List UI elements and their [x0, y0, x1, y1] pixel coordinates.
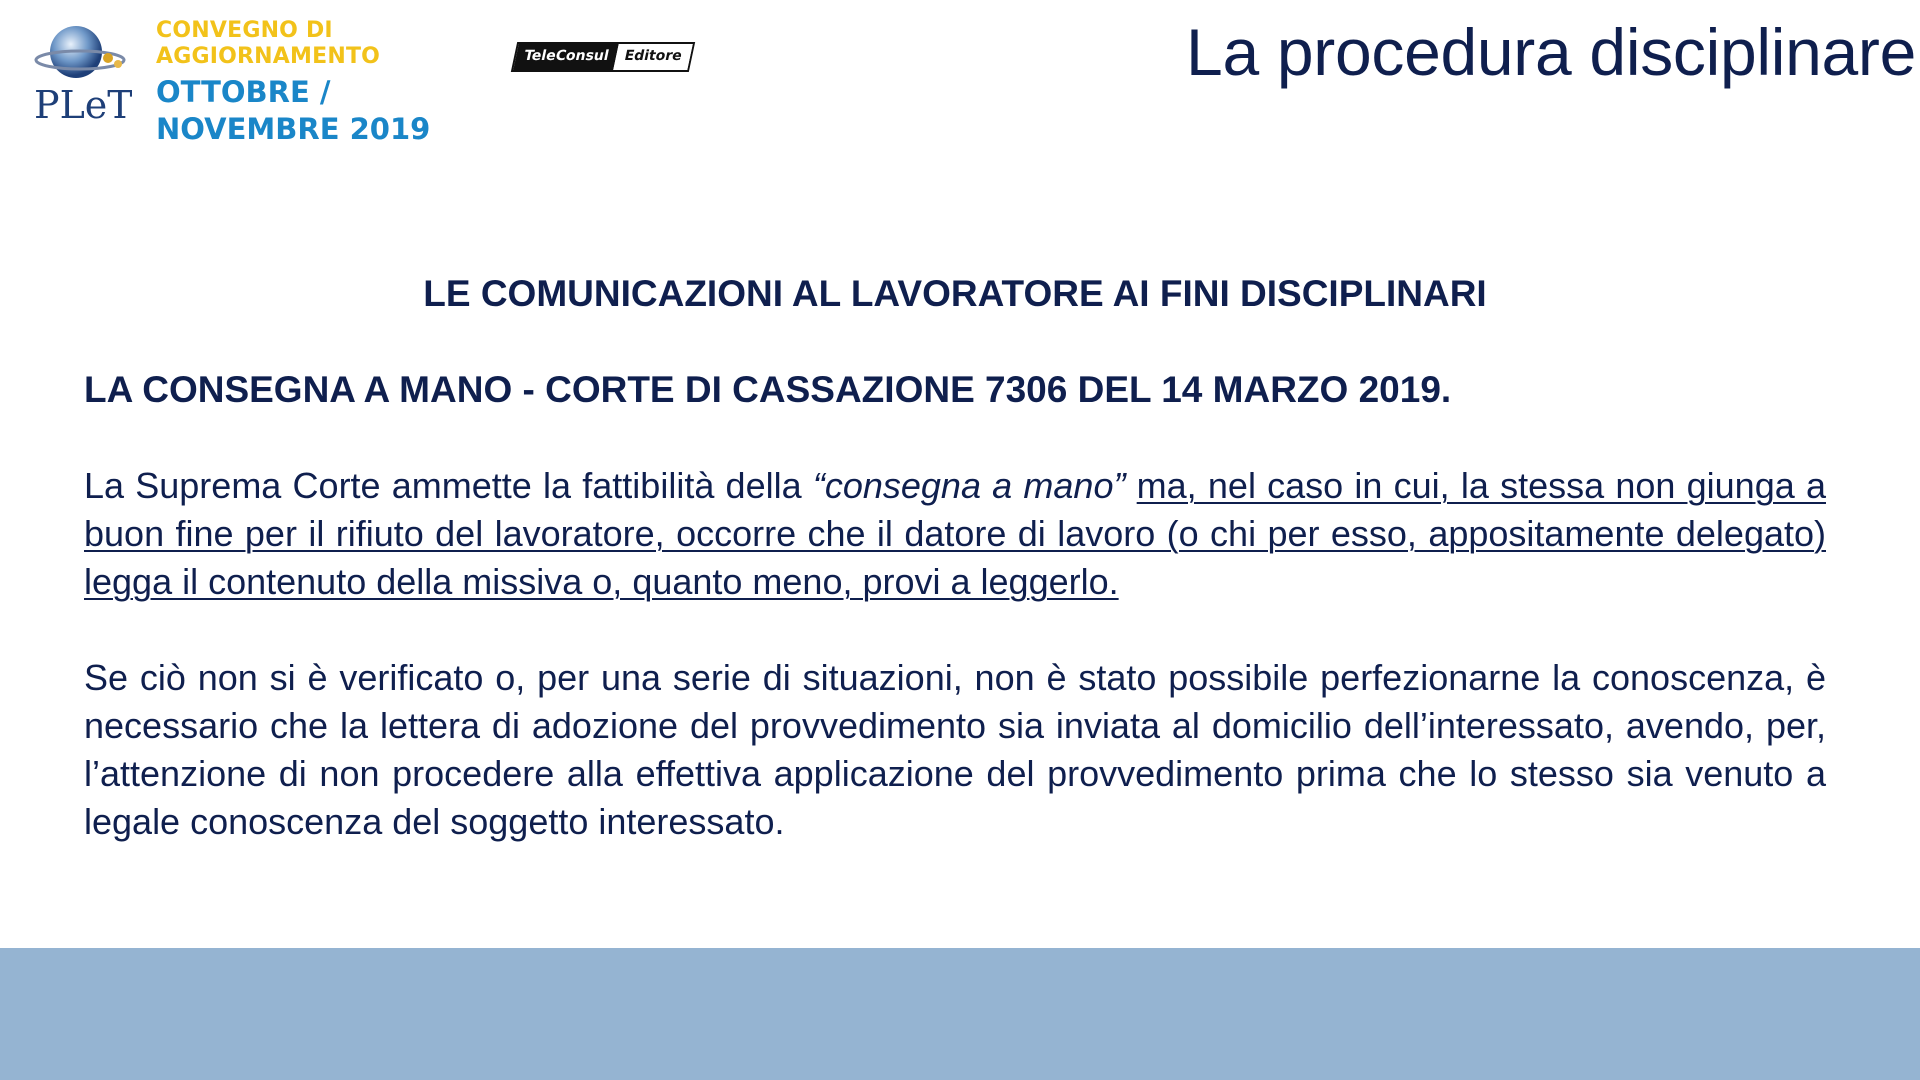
event-block: [156, 18, 430, 148]
section-heading: LE COMUNICAZIONI AL LAVORATORE AI FINI DISCIPLINARI: [423, 273, 1487, 314]
event-line-3: OTTOBRE /: [156, 74, 331, 109]
paragraph-2: Se ciò non si è verificato o, per una serie di situazioni, non è stato possibile perfezionarne la conoscenza, è necessario che la lettera di adozione del provvedimento sia inviata al domicilio dell’interessato, avendo, per, l’attenzione di non procedere alla effettiva applicazione del provvedimento prima che lo stesso sia venuto a legale conoscenza del soggetto interessato.: [84, 657, 1826, 842]
slide-content: [84, 270, 1826, 894]
paragraph-1-space: [1125, 465, 1136, 506]
slide-title: La procedura disciplinare: [1186, 15, 1916, 89]
case-heading: LA CONSEGNA A MANO - CORTE DI CASSAZIONE 7306 DEL 14 MARZO 2019.: [84, 369, 1452, 410]
event-line-1: CONVEGNO DI: [156, 18, 333, 43]
paragraph-1-intro: La Suprema Corte ammette la fattibilità della: [84, 465, 813, 506]
globe-icon: [32, 18, 132, 128]
plet-logo: [32, 18, 132, 128]
publisher-name: TeleConsul: [513, 44, 619, 70]
event-line-2: AGGIORNAMENTO: [156, 43, 381, 69]
paragraph-1-quote: “consegna a mano”: [812, 465, 1126, 506]
event-line-4: NOVEMBRE 2019: [156, 111, 431, 146]
footer-band: [0, 948, 1920, 1080]
logo-text: PLeT: [34, 83, 132, 127]
paragraph-1: [84, 462, 1826, 606]
paragraph-1-underlined: ma, nel caso in cui, la stessa non giunga a buon fine per il rifiuto del lavoratore, occorre che il datore di lavoro (o chi per esso, appositamente delegato) legga il contenuto della missiva o, quanto meno, provi a leggerlo.: [84, 465, 1826, 602]
publisher-logo: [511, 42, 695, 72]
publisher-label: Editore: [614, 44, 693, 70]
